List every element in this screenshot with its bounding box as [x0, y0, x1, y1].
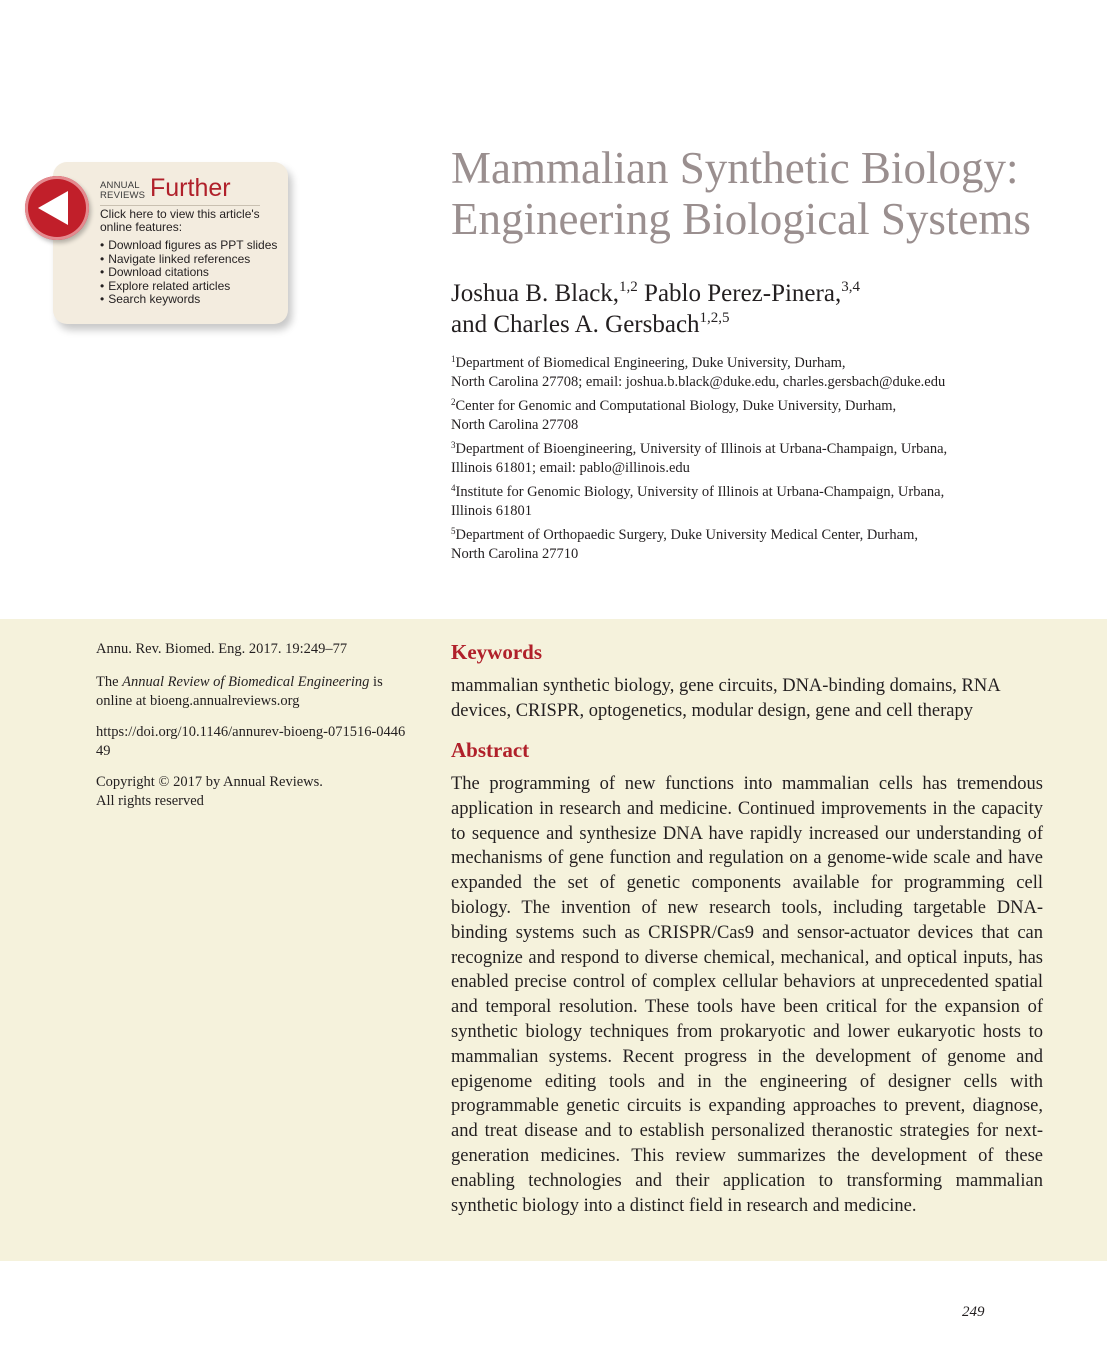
affiliations: [451, 354, 1071, 569]
affiliation-item: $^4$Institute for Genomic Biology, University of Illinois at Urbana-Champaign, Urbana, Illinois 61801: [451, 483, 945, 519]
citation-sidebar: [96, 640, 416, 823]
annual-reviews-logo: ANNUAL REVIEWS: [100, 180, 146, 201]
click-here-link[interactable]: Click here: [100, 207, 154, 221]
abstract-heading: Abstract: [451, 738, 530, 762]
doi-link[interactable]: https://doi.org/10.1146/annurev-bioeng-071516-044649: [96, 724, 406, 759]
copyright: Copyright © 2017 by Annual Reviews. All rights reserved: [96, 774, 323, 809]
further-intro: Click here to view this article's online features:: [100, 207, 260, 234]
further-features-list: [100, 239, 277, 307]
feature-download-figures[interactable]: • Download figures as PPT slides: [100, 239, 277, 253]
page-number: 249: [962, 1304, 985, 1320]
author-affil-marker: 3,4: [841, 279, 860, 295]
feature-related-articles[interactable]: • Explore related articles: [100, 280, 277, 294]
feature-linked-references[interactable]: • Navigate linked references: [100, 253, 277, 267]
affiliation-item: $^2$Center for Genomic and Computational Biology, Duke University, Durham, North Carolina 27708: [451, 397, 897, 433]
feature-search-keywords[interactable]: • Search keywords: [100, 293, 277, 307]
keywords-heading: Keywords: [451, 640, 542, 664]
author-name: Pablo Perez-Pinera,: [644, 280, 842, 307]
further-arrow-icon[interactable]: [25, 176, 89, 240]
author-name: Joshua B. Black,: [451, 280, 620, 307]
journal-name: Annual Review of Biomedical Engineering: [122, 674, 370, 690]
further-divider: [100, 205, 260, 206]
author-affil-marker: 1,2,5: [699, 310, 730, 326]
feature-download-citations[interactable]: • Download citations: [100, 266, 277, 280]
affiliation-item: $^5$Department of Orthopaedic Surgery, Duke University Medical Center, Durham, North Carolina 27710: [451, 526, 918, 562]
journal-citation: Annu. Rev. Biomed. Eng. 2017. 19:249–77: [96, 641, 348, 657]
article-title: Mammalian Synthetic Biology: Engineering Biological Systems: [451, 143, 1031, 244]
abstract-column: [451, 638, 1043, 1218]
online-note: The Annual Review of Biomedical Engineering is online at bioeng.annualreviews.org: [96, 674, 383, 709]
affiliation-item: $^1$Department of Biomedical Engineering, Duke University, Durham, North Carolina 27708; email: joshua.b.black@duke.edu, charles.gersbach@duke.edu: [451, 354, 946, 390]
affiliation-item: $^3$Department of Bioengineering, University of Illinois at Urbana-Champaign, Urbana, Illinois 61801; email: pablo@illinois.edu: [451, 440, 948, 476]
author-list: [451, 278, 1091, 340]
author-name: and Charles A. Gersbach: [451, 311, 700, 338]
further-title: Further: [150, 174, 231, 202]
abstract-text: The programming of new functions into mammalian cells has tremendous application in research and medicine. Continued improvements in the capacity to sequence and synthesize DNA have rapidly increased our understanding of mechanisms of gene function and regulation on a genome-wide scale and have expanded the set of genetic components available for programming cell biology. The invention of new research tools, including targetable DNA-binding systems such as CRISPR/Cas9 and sensor-actuator devices that can recognize and respond to diverse chemical, mechanical, and optical inputs, has enabled precise control of complex cellular behaviors at unprecedented spatial and temporal resolution. These tools have been critical for the expansion of synthetic biology techniques from prokaryotic and lower eukaryotic hosts to mammalian systems. Recent progress in the development of genome and epigenome editing tools and in the engineering of designer cells with programmable genetic circuits is expanding approaches to prevent, diagnose, and treat disease and to establish personalized theranostic strategies for next-generation medicines. This review summarizes the development of these enabling technologies and their application to transforming mammalian synthetic biology into a distinct field in research and medicine.: [451, 774, 1043, 1216]
keywords-text: mammalian synthetic biology, gene circuits, DNA-binding domains, RNA devices, CRISPR, optogenetics, modular design, gene and cell therapy: [451, 676, 1000, 721]
author-affil-marker: 1,2: [619, 279, 638, 295]
